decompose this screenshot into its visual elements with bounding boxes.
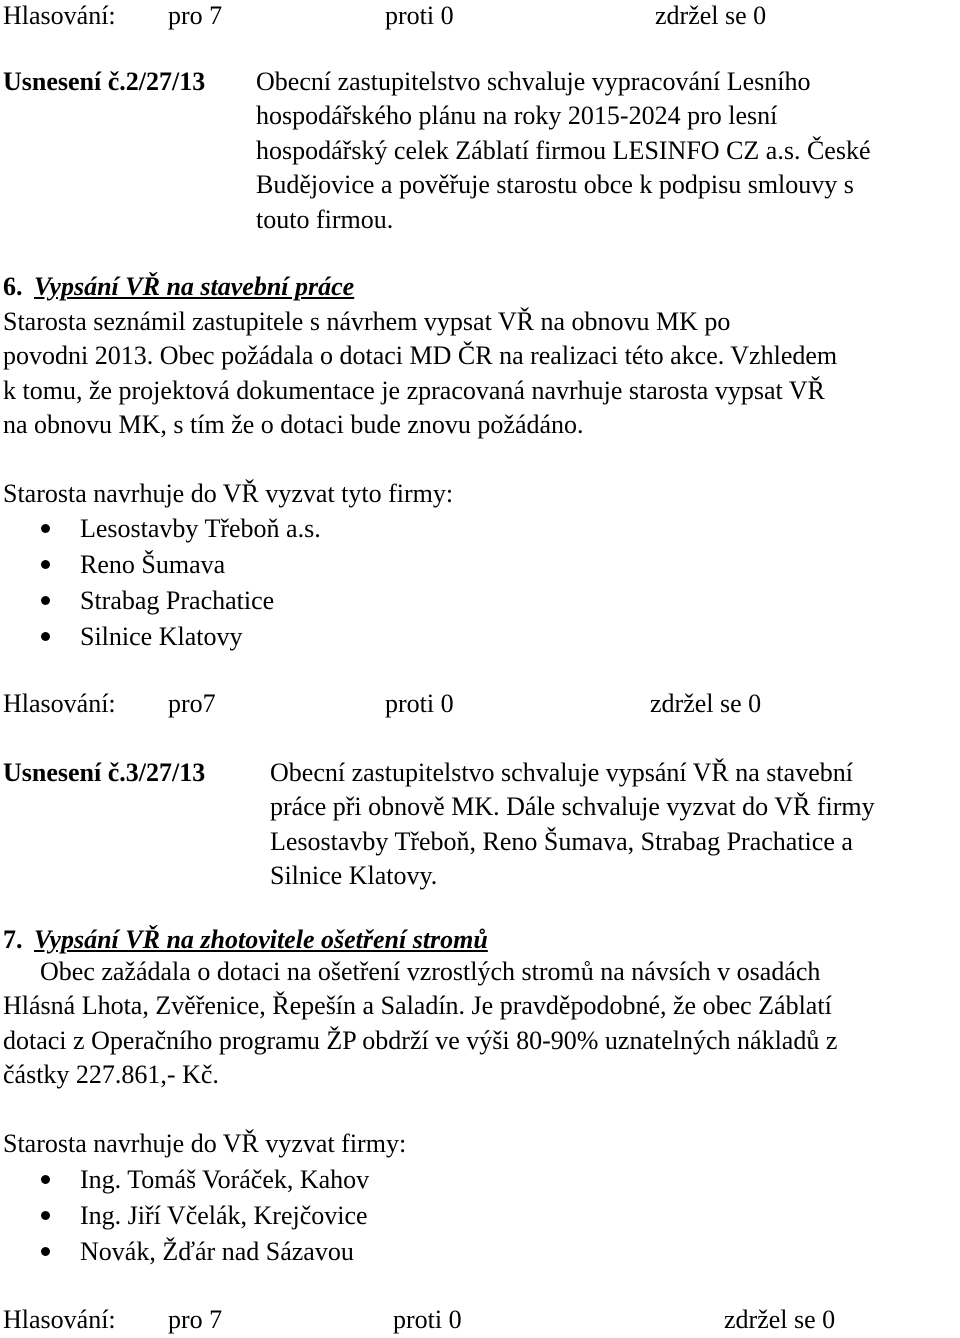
paragraph-line: dotaci z Operačního programu ŽP obdrží ve výši 80-90% uznatelných nákladů z	[3, 1026, 838, 1055]
resolution-text-line: hospodářského plánu na roky 2015-2024 pro lesní	[256, 101, 778, 130]
bullet-icon	[41, 1211, 50, 1220]
resolution-text-line: Lesostavby Třeboň, Reno Šumava, Strabag Prachatice a	[270, 827, 853, 856]
list-item: Ing. Tomáš Voráček, Kahov	[80, 1165, 370, 1194]
paragraph-line: částky 227.861,- Kč.	[3, 1060, 219, 1089]
resolution-text-line: touto firmou.	[256, 205, 394, 234]
resolution-text-line: Obecní zastupitelstvo schvaluje vypsání VŘ na stavební	[270, 758, 853, 787]
vote-pro: pro 7	[168, 1305, 223, 1334]
paragraph-line: k tomu, že projektová dokumentace je zpracovaná navrhuje starosta vypsat VŘ	[3, 376, 825, 405]
resolution-text-line: Silnice Klatovy.	[270, 861, 438, 890]
vote-label: Hlasování:	[3, 689, 116, 718]
vote-pro: pro 7	[168, 1, 223, 30]
resolution-text-line: Obecní zastupitelstvo schvaluje vypracování Lesního	[256, 67, 811, 96]
vote-proti: proti 0	[385, 1, 454, 30]
resolution-text-line: práce při obnově MK. Dále schvaluje vyzvat do VŘ firmy	[270, 792, 875, 821]
paragraph-line: Obec zažádala o dotaci na ošetření vzrostlých stromů na návsích v osadách	[40, 957, 821, 986]
list-item: Ing. Jiří Včelák, Krejčovice	[80, 1201, 368, 1230]
bullet-icon	[41, 560, 50, 569]
paragraph-line: Hlásná Lhota, Zvěřenice, Řepešín a Saladín. Je pravděpodobné, že obec Záblatí	[3, 991, 832, 1020]
paragraph-line: Starosta seznámil zastupitele s návrhem vypsat VŘ na obnovu MK po	[3, 307, 731, 336]
list-item: Reno Šumava	[80, 550, 226, 579]
vote-proti: proti 0	[393, 1305, 462, 1334]
list-item: Silnice Klatovy	[80, 622, 243, 651]
resolution-text-line: Budějovice a pověřuje starostu obce k podpisu smlouvy s	[256, 170, 854, 199]
section-number: 6.	[3, 272, 23, 301]
vote-label: Hlasování:	[3, 1305, 116, 1334]
section-title: Vypsání VŘ na stavební práce	[34, 272, 355, 301]
paragraph-line: povodni 2013. Obec požádala o dotaci MD ČR na realizaci této akce. Vzhledem	[3, 341, 838, 370]
resolution-text-line: hospodářský celek Záblatí firmou LESINFO CZ a.s. České	[256, 136, 871, 165]
bullet-icon	[41, 524, 50, 533]
bullet-icon	[41, 1247, 50, 1256]
resolution-number: Usnesení č.3/27/13	[3, 758, 206, 787]
vote-label: Hlasování:	[3, 1, 116, 30]
list-item: Lesostavby Třeboň a.s.	[80, 514, 321, 543]
list-item: Novák, Žďár nad Sázavou	[80, 1237, 354, 1266]
paragraph-line: na obnovu MK, s tím že o dotaci bude znovu požádáno.	[3, 410, 584, 439]
vote-zdrzel: zdržel se 0	[655, 1, 767, 30]
vote-proti: proti 0	[385, 689, 454, 718]
vote-zdrzel: zdržel se 0	[724, 1305, 836, 1334]
vote-pro: pro7	[168, 689, 216, 718]
section-number: 7.	[3, 925, 23, 954]
vote-zdrzel: zdržel se 0	[650, 689, 762, 718]
bullet-icon	[41, 632, 50, 641]
section-title: Vypsání VŘ na zhotovitele ošetření stromů	[34, 925, 488, 954]
bullet-icon	[41, 1175, 50, 1184]
bullet-icon	[41, 596, 50, 605]
resolution-number: Usnesení č.2/27/13	[3, 67, 206, 96]
list-item: Strabag Prachatice	[80, 586, 275, 615]
proposal-text: Starosta navrhuje do VŘ vyzvat tyto firmy:	[3, 479, 454, 508]
proposal-text: Starosta navrhuje do VŘ vyzvat firmy:	[3, 1129, 407, 1158]
